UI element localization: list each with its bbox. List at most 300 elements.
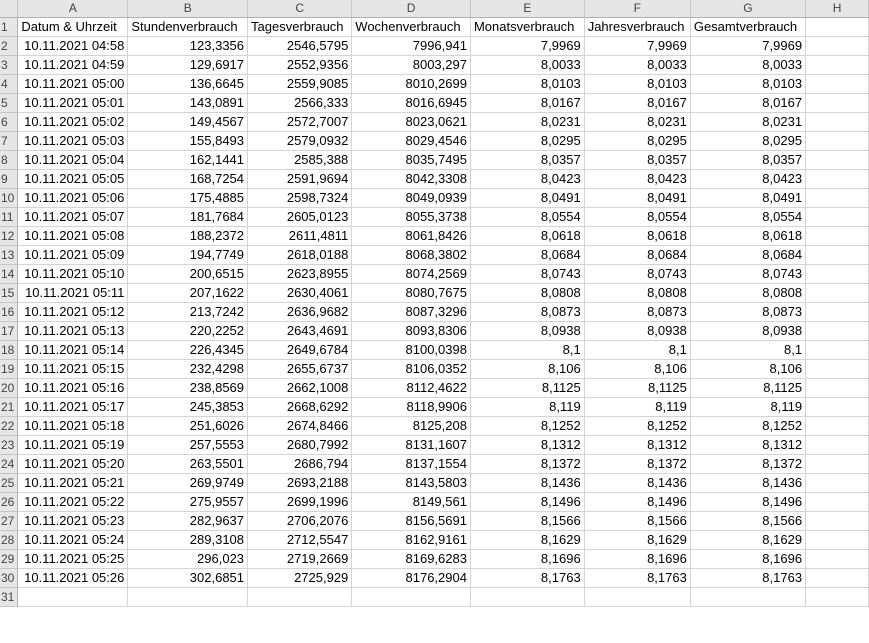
table-row (0, 454, 869, 473)
cell[interactable]: 8,1696 (690, 549, 805, 568)
cell[interactable]: 263,5501 (128, 454, 248, 473)
cell[interactable]: 8003,297 (352, 55, 471, 74)
cell[interactable]: 8074,2569 (352, 264, 471, 283)
cell[interactable]: 10.11.2021 05:22 (18, 492, 128, 511)
cell[interactable]: 8,1 (584, 340, 690, 359)
cell[interactable]: 8,1496 (584, 492, 690, 511)
cell[interactable]: 10.11.2021 05:15 (18, 359, 128, 378)
cell[interactable]: 2559,9085 (248, 74, 352, 93)
cell[interactable] (128, 587, 248, 606)
column-header-e[interactable]: E (470, 0, 584, 17)
cell[interactable]: 8,1312 (584, 435, 690, 454)
row-header[interactable]: 22 (0, 416, 18, 435)
cell[interactable] (806, 131, 869, 150)
cell[interactable]: 8,1372 (584, 454, 690, 473)
cell[interactable]: 2623,8955 (248, 264, 352, 283)
row-header[interactable]: 16 (0, 302, 18, 321)
cell[interactable] (806, 150, 869, 169)
cell[interactable]: 8,0554 (470, 207, 584, 226)
cell[interactable]: 2686,794 (248, 454, 352, 473)
cell[interactable] (806, 226, 869, 245)
cell[interactable]: 8,1252 (690, 416, 805, 435)
cell[interactable]: 8,0357 (690, 150, 805, 169)
cell[interactable] (18, 587, 128, 606)
cell[interactable] (806, 492, 869, 511)
row-header[interactable]: 23 (0, 435, 18, 454)
cell[interactable]: 8,0743 (470, 264, 584, 283)
cell[interactable]: 8,106 (690, 359, 805, 378)
row-header[interactable]: 31 (0, 587, 18, 606)
cell[interactable] (584, 587, 690, 606)
header-cell[interactable]: Jahresverbrauch (584, 17, 690, 36)
cell[interactable]: 8156,5691 (352, 511, 471, 530)
cell[interactable]: 10.11.2021 05:06 (18, 188, 128, 207)
cell[interactable]: 2636,9682 (248, 302, 352, 321)
cell[interactable]: 8,0808 (470, 283, 584, 302)
cell[interactable]: 168,7254 (128, 169, 248, 188)
cell[interactable] (806, 568, 869, 587)
table-row (0, 226, 869, 245)
cell[interactable] (806, 340, 869, 359)
row-header[interactable]: 14 (0, 264, 18, 283)
cell[interactable]: 7,9969 (690, 36, 805, 55)
cell[interactable]: 302,6851 (128, 568, 248, 587)
cell[interactable]: 188,2372 (128, 226, 248, 245)
row-header[interactable]: 5 (0, 93, 18, 112)
cell[interactable]: 269,9749 (128, 473, 248, 492)
cell[interactable]: 8137,1554 (352, 454, 471, 473)
table-row (0, 416, 869, 435)
cell[interactable]: 10.11.2021 05:25 (18, 549, 128, 568)
cell[interactable]: 149,4567 (128, 112, 248, 131)
row-header[interactable]: 11 (0, 207, 18, 226)
table-row (0, 473, 869, 492)
cell[interactable]: 8,0423 (690, 169, 805, 188)
row-header[interactable]: 19 (0, 359, 18, 378)
cell[interactable]: 8,0554 (584, 207, 690, 226)
cell[interactable]: 8,1252 (470, 416, 584, 435)
row-header[interactable]: 29 (0, 549, 18, 568)
cell[interactable]: 10.11.2021 05:11 (18, 283, 128, 302)
cell[interactable]: 2643,4691 (248, 321, 352, 340)
select-all-corner[interactable] (0, 0, 18, 17)
cell[interactable]: 10.11.2021 05:02 (18, 112, 128, 131)
cell[interactable]: 8,0103 (470, 74, 584, 93)
cell[interactable]: 8,1566 (690, 511, 805, 530)
cell[interactable] (806, 264, 869, 283)
table-row (0, 321, 869, 340)
cell[interactable]: 8,0684 (584, 245, 690, 264)
cell[interactable]: 8,0295 (470, 131, 584, 150)
cell[interactable]: 8,0033 (584, 55, 690, 74)
cell[interactable]: 8,0873 (584, 302, 690, 321)
cell[interactable]: 200,6515 (128, 264, 248, 283)
cell[interactable]: 155,8493 (128, 131, 248, 150)
row-header[interactable]: 20 (0, 378, 18, 397)
cell[interactable]: 8,1 (470, 340, 584, 359)
table-row (0, 302, 869, 321)
row-header[interactable]: 3 (0, 55, 18, 74)
cell[interactable]: 10.11.2021 05:17 (18, 397, 128, 416)
row-header[interactable]: 1 (0, 17, 18, 36)
cell[interactable]: 8,1629 (470, 530, 584, 549)
cell[interactable]: 8125,208 (352, 416, 471, 435)
cell[interactable] (806, 36, 869, 55)
cell[interactable]: 245,3853 (128, 397, 248, 416)
cell[interactable]: 2566,333 (248, 93, 352, 112)
cell[interactable]: 10.11.2021 05:05 (18, 169, 128, 188)
cell[interactable]: 8,0743 (584, 264, 690, 283)
cell[interactable]: 2598,7324 (248, 188, 352, 207)
cell[interactable]: 2668,6292 (248, 397, 352, 416)
row-header[interactable]: 9 (0, 169, 18, 188)
column-header-b[interactable]: B (128, 0, 248, 17)
header-cell[interactable]: Gesamtverbrauch (690, 17, 805, 36)
row-header[interactable]: 27 (0, 511, 18, 530)
column-header-c[interactable]: C (248, 0, 352, 17)
cell[interactable]: 8149,561 (352, 492, 471, 511)
cell[interactable]: 10.11.2021 05:03 (18, 131, 128, 150)
cell[interactable]: 8,0938 (584, 321, 690, 340)
cell[interactable]: 8,0033 (690, 55, 805, 74)
header-row (0, 17, 869, 36)
cell[interactable]: 220,2252 (128, 321, 248, 340)
cell[interactable] (806, 302, 869, 321)
cell[interactable]: 8,0491 (470, 188, 584, 207)
cell[interactable]: 10.11.2021 05:24 (18, 530, 128, 549)
cell[interactable]: 2706,2076 (248, 511, 352, 530)
cell[interactable]: 8,0423 (470, 169, 584, 188)
cell[interactable]: 10.11.2021 04:58 (18, 36, 128, 55)
cell[interactable]: 8,0357 (470, 150, 584, 169)
column-header-h[interactable]: H (806, 0, 869, 17)
cell[interactable]: 8,0808 (584, 283, 690, 302)
cell[interactable]: 8,0618 (584, 226, 690, 245)
cell[interactable]: 2649,6784 (248, 340, 352, 359)
cell[interactable]: 8,119 (470, 397, 584, 416)
column-header-bar (0, 0, 869, 17)
cell[interactable]: 8,1763 (470, 568, 584, 587)
row-header[interactable]: 21 (0, 397, 18, 416)
row-header[interactable]: 24 (0, 454, 18, 473)
cell[interactable] (806, 283, 869, 302)
cell[interactable]: 8016,6945 (352, 93, 471, 112)
cell[interactable]: 10.11.2021 05:26 (18, 568, 128, 587)
cell[interactable]: 8169,6283 (352, 549, 471, 568)
cell[interactable]: 8143,5803 (352, 473, 471, 492)
cell[interactable] (806, 93, 869, 112)
cell[interactable]: 232,4298 (128, 359, 248, 378)
cell[interactable]: 8,0873 (690, 302, 805, 321)
cell[interactable]: 7996,941 (352, 36, 471, 55)
cell[interactable]: 143,0891 (128, 93, 248, 112)
column-header-g[interactable]: G (690, 0, 805, 17)
cell[interactable]: 8,0231 (690, 112, 805, 131)
cell[interactable]: 238,8569 (128, 378, 248, 397)
cell[interactable]: 2572,7007 (248, 112, 352, 131)
cell[interactable]: 7,9969 (584, 36, 690, 55)
cell[interactable]: 2725,929 (248, 568, 352, 587)
cell[interactable]: 8,1436 (470, 473, 584, 492)
cell[interactable]: 8,106 (470, 359, 584, 378)
cell[interactable]: 129,6917 (128, 55, 248, 74)
cell[interactable] (806, 188, 869, 207)
cell[interactable]: 8,1372 (690, 454, 805, 473)
cell[interactable] (806, 245, 869, 264)
cell[interactable]: 2591,9694 (248, 169, 352, 188)
cell[interactable]: 8,1436 (584, 473, 690, 492)
cell[interactable] (806, 473, 869, 492)
row-header[interactable]: 13 (0, 245, 18, 264)
cell[interactable]: 8,119 (690, 397, 805, 416)
cell[interactable]: 8,1125 (584, 378, 690, 397)
cell[interactable]: 8049,0939 (352, 188, 471, 207)
cell[interactable]: 8010,2699 (352, 74, 471, 93)
cell[interactable]: 10.11.2021 05:20 (18, 454, 128, 473)
row-header[interactable]: 25 (0, 473, 18, 492)
cell[interactable]: 8,0808 (690, 283, 805, 302)
cell[interactable]: 2693,2188 (248, 473, 352, 492)
cell[interactable]: 8087,3296 (352, 302, 471, 321)
cell[interactable]: 8,0938 (690, 321, 805, 340)
cell[interactable]: 8068,3802 (352, 245, 471, 264)
cell[interactable] (806, 397, 869, 416)
cell[interactable]: 8,1696 (470, 549, 584, 568)
cell[interactable]: 8,0684 (690, 245, 805, 264)
cell[interactable]: 8,0167 (690, 93, 805, 112)
cell[interactable]: 8,0491 (690, 188, 805, 207)
cell[interactable]: 8,0618 (470, 226, 584, 245)
cell[interactable]: 8106,0352 (352, 359, 471, 378)
cell[interactable]: 10.11.2021 04:59 (18, 55, 128, 74)
cell[interactable]: 10.11.2021 05:09 (18, 245, 128, 264)
row-header[interactable]: 12 (0, 226, 18, 245)
cell[interactable]: 2712,5547 (248, 530, 352, 549)
cell[interactable]: 8162,9161 (352, 530, 471, 549)
cell[interactable]: 8,0295 (584, 131, 690, 150)
cell[interactable] (806, 112, 869, 131)
cell[interactable]: 8,0033 (470, 55, 584, 74)
cell[interactable]: 8,0684 (470, 245, 584, 264)
cell[interactable]: 213,7242 (128, 302, 248, 321)
cell[interactable]: 10.11.2021 05:00 (18, 74, 128, 93)
cell[interactable]: 8,1629 (584, 530, 690, 549)
cell[interactable]: 136,6645 (128, 74, 248, 93)
cell[interactable]: 8,1 (690, 340, 805, 359)
cell[interactable]: 8,0618 (690, 226, 805, 245)
header-cell[interactable] (806, 17, 869, 36)
cell[interactable]: 8,0743 (690, 264, 805, 283)
row-header[interactable]: 7 (0, 131, 18, 150)
cell[interactable]: 8,1566 (584, 511, 690, 530)
cell[interactable]: 2699,1996 (248, 492, 352, 511)
cell[interactable]: 8,1252 (584, 416, 690, 435)
row-header[interactable]: 30 (0, 568, 18, 587)
cell[interactable] (806, 530, 869, 549)
cell[interactable]: 8,1566 (470, 511, 584, 530)
cell[interactable]: 8,0357 (584, 150, 690, 169)
header-cell[interactable]: Wochenverbrauch (352, 17, 471, 36)
cell[interactable]: 2662,1008 (248, 378, 352, 397)
cell[interactable]: 10.11.2021 05:16 (18, 378, 128, 397)
cell[interactable]: 2655,6737 (248, 359, 352, 378)
cell[interactable] (806, 321, 869, 340)
cell[interactable]: 8,119 (584, 397, 690, 416)
table-row (0, 340, 869, 359)
cell[interactable] (806, 359, 869, 378)
cell[interactable]: 8,1763 (690, 568, 805, 587)
cell[interactable]: 296,023 (128, 549, 248, 568)
cell[interactable]: 2630,4061 (248, 283, 352, 302)
cell[interactable]: 8,1125 (470, 378, 584, 397)
cell[interactable]: 275,9557 (128, 492, 248, 511)
cell[interactable] (806, 587, 869, 606)
cell[interactable]: 8,1763 (584, 568, 690, 587)
cell[interactable]: 7,9969 (470, 36, 584, 55)
cell[interactable] (690, 587, 805, 606)
row-header[interactable]: 28 (0, 530, 18, 549)
cell[interactable] (470, 587, 584, 606)
cell[interactable]: 8029,4546 (352, 131, 471, 150)
cell[interactable]: 8131,1607 (352, 435, 471, 454)
cell[interactable]: 8,1125 (690, 378, 805, 397)
cell[interactable]: 8,0554 (690, 207, 805, 226)
cell[interactable] (352, 587, 471, 606)
cell[interactable]: 8,0938 (470, 321, 584, 340)
cell[interactable]: 2579,0932 (248, 131, 352, 150)
cell[interactable]: 8023,0621 (352, 112, 471, 131)
cell[interactable]: 8080,7675 (352, 283, 471, 302)
cell[interactable]: 2618,0188 (248, 245, 352, 264)
cell[interactable] (806, 378, 869, 397)
cell[interactable] (806, 74, 869, 93)
cell[interactable]: 8112,4622 (352, 378, 471, 397)
cell[interactable]: 8,0423 (584, 169, 690, 188)
column-header-a[interactable]: A (18, 0, 128, 17)
cell[interactable]: 162,1441 (128, 150, 248, 169)
cell[interactable]: 207,1622 (128, 283, 248, 302)
cell[interactable]: 2605,0123 (248, 207, 352, 226)
cell[interactable] (806, 55, 869, 74)
cell[interactable]: 8,0491 (584, 188, 690, 207)
column-header-d[interactable]: D (352, 0, 471, 17)
cell[interactable]: 8055,3738 (352, 207, 471, 226)
cell[interactable] (806, 435, 869, 454)
cell[interactable]: 2546,5795 (248, 36, 352, 55)
row-header[interactable]: 6 (0, 112, 18, 131)
header-cell[interactable]: Datum & Uhrzeit (18, 17, 128, 36)
cell[interactable]: 8176,2904 (352, 568, 471, 587)
cell[interactable]: 10.11.2021 05:04 (18, 150, 128, 169)
cell[interactable]: 8,1312 (470, 435, 584, 454)
cell[interactable]: 10.11.2021 05:14 (18, 340, 128, 359)
cell[interactable]: 8,1436 (690, 473, 805, 492)
cell[interactable]: 8,0873 (470, 302, 584, 321)
cell[interactable]: 2552,9356 (248, 55, 352, 74)
cell[interactable]: 8,106 (584, 359, 690, 378)
cell[interactable] (806, 454, 869, 473)
cell[interactable]: 10.11.2021 05:01 (18, 93, 128, 112)
cell[interactable]: 10.11.2021 05:10 (18, 264, 128, 283)
cell[interactable]: 257,5553 (128, 435, 248, 454)
cell[interactable]: 2680,7992 (248, 435, 352, 454)
cell[interactable]: 194,7749 (128, 245, 248, 264)
cell[interactable] (806, 169, 869, 188)
cell[interactable]: 175,4885 (128, 188, 248, 207)
cell[interactable]: 8118,9906 (352, 397, 471, 416)
cell[interactable] (806, 549, 869, 568)
cell[interactable]: 10.11.2021 05:18 (18, 416, 128, 435)
header-cell[interactable]: Tagesverbrauch (248, 17, 352, 36)
cell[interactable]: 8,1372 (470, 454, 584, 473)
table-row (0, 492, 869, 511)
column-header-f[interactable]: F (584, 0, 690, 17)
cell[interactable]: 10.11.2021 05:13 (18, 321, 128, 340)
cell[interactable] (806, 416, 869, 435)
cell[interactable]: 10.11.2021 05:21 (18, 473, 128, 492)
table-row (0, 93, 869, 112)
cell[interactable]: 251,6026 (128, 416, 248, 435)
cell[interactable]: 8,0167 (470, 93, 584, 112)
cell[interactable]: 8,1696 (584, 549, 690, 568)
row-header[interactable]: 15 (0, 283, 18, 302)
cell[interactable]: 2674,8466 (248, 416, 352, 435)
cell[interactable]: 226,4345 (128, 340, 248, 359)
cell[interactable]: 2585,388 (248, 150, 352, 169)
cell[interactable]: 8,0231 (470, 112, 584, 131)
row-header[interactable]: 4 (0, 74, 18, 93)
cell[interactable]: 8,1629 (690, 530, 805, 549)
cell[interactable]: 8035,7495 (352, 150, 471, 169)
cell[interactable]: 2719,2669 (248, 549, 352, 568)
cell[interactable]: 10.11.2021 05:08 (18, 226, 128, 245)
cell[interactable]: 8,0103 (690, 74, 805, 93)
cell[interactable]: 10.11.2021 05:23 (18, 511, 128, 530)
row-header[interactable]: 2 (0, 36, 18, 55)
cell[interactable] (248, 587, 352, 606)
cell[interactable]: 289,3108 (128, 530, 248, 549)
cell[interactable]: 2611,4811 (248, 226, 352, 245)
cell[interactable]: 8093,8306 (352, 321, 471, 340)
row-header[interactable]: 8 (0, 150, 18, 169)
cell[interactable]: 8,1312 (690, 435, 805, 454)
row-header[interactable]: 10 (0, 188, 18, 207)
cell[interactable]: 282,9637 (128, 511, 248, 530)
cell[interactable]: 8,0167 (584, 93, 690, 112)
cell[interactable]: 10.11.2021 05:19 (18, 435, 128, 454)
row-header[interactable]: 18 (0, 340, 18, 359)
cell[interactable]: 8100,0398 (352, 340, 471, 359)
cell[interactable]: 8,1496 (690, 492, 805, 511)
header-cell[interactable]: Stundenverbrauch (128, 17, 248, 36)
header-cell[interactable]: Monatsverbrauch (470, 17, 584, 36)
cell[interactable]: 8,1496 (470, 492, 584, 511)
cell[interactable]: 8,0231 (584, 112, 690, 131)
cell[interactable]: 181,7684 (128, 207, 248, 226)
row-header[interactable]: 17 (0, 321, 18, 340)
table-row (0, 359, 869, 378)
cell[interactable]: 8,0103 (584, 74, 690, 93)
cell[interactable]: 8,0295 (690, 131, 805, 150)
cell[interactable] (806, 207, 869, 226)
cell[interactable]: 8061,8426 (352, 226, 471, 245)
cell[interactable]: 10.11.2021 05:12 (18, 302, 128, 321)
cell[interactable]: 10.11.2021 05:07 (18, 207, 128, 226)
row-header[interactable]: 26 (0, 492, 18, 511)
cell[interactable]: 123,3356 (128, 36, 248, 55)
cell[interactable] (806, 511, 869, 530)
cell[interactable]: 8042,3308 (352, 169, 471, 188)
